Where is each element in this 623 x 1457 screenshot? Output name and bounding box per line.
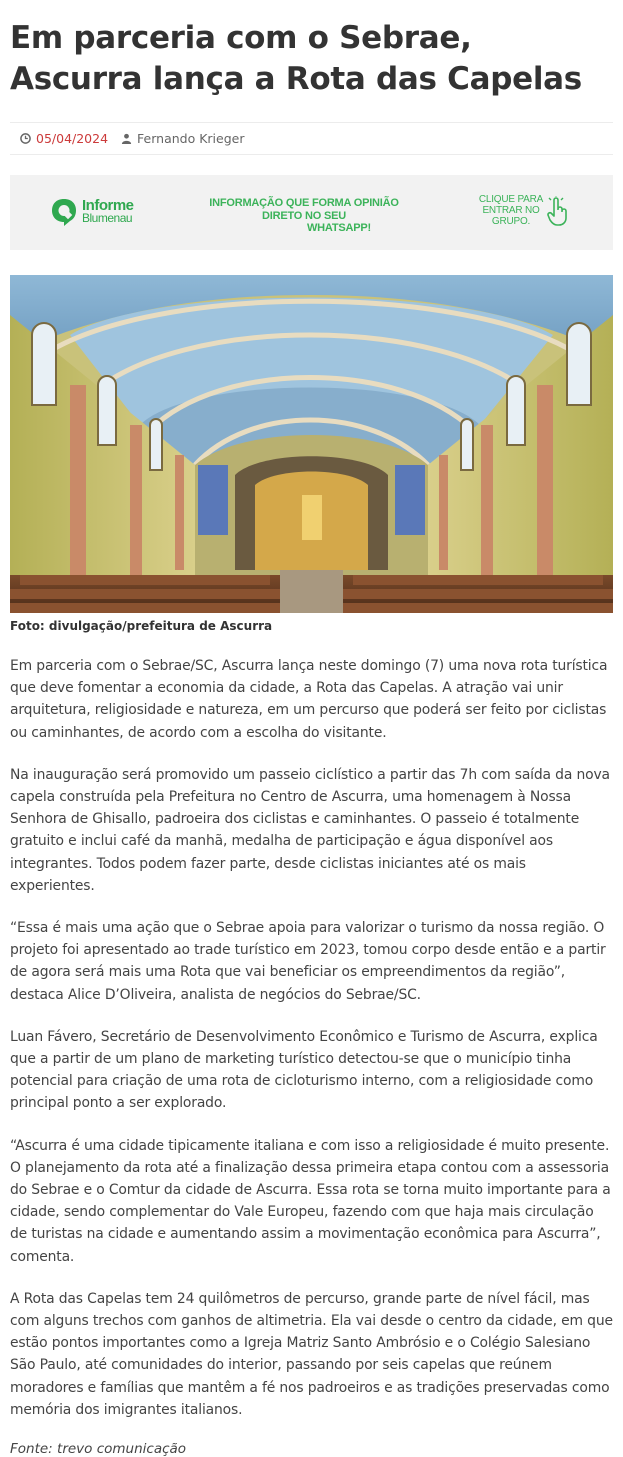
logo-line2: Blumenau: [82, 211, 133, 225]
cta-line2: ENTRAR NO: [482, 205, 540, 216]
paragraph-1: Em parceria com o Sebrae/SC, Ascurra lança neste domingo (7) uma nova rota turística que deve fomentar a economia da cidade, a Rota das Capelas. A atração vai unir arquitetura, religiosidade e natureza, em um percurso que poderá ser feito por ciclistas ou caminhantes, de acordo com a escolha do visitante.: [10, 658, 608, 741]
banner-slogan: [197, 197, 411, 235]
hand-pointer-icon: [546, 196, 568, 226]
chat-bubble-icon: [50, 197, 78, 227]
slogan-line2: DIRETO NO SEU: [262, 210, 346, 222]
clock-icon: [20, 133, 31, 144]
article: [10, 0, 613, 1457]
photo-caption: Foto: divulgação/prefeitura de Ascurra: [10, 619, 273, 633]
paragraph-6: A Rota das Capelas tem 24 quilômetros de percurso, grande parte de nível fácil, mas com alguns trechos com ganhos de altimetria. Ela vai desde o centro da cidade, em que estão pontos importantes como a Igreja Matriz Santo Ambrósio e o Colégio Salesiano São Paulo, até comunidades do interior, passando por seis capelas que reúnem moradores e famílias que mantêm a fé nos padroeiros e as tradições preservadas como memória dos imigrantes italianos.: [10, 1290, 613, 1418]
logo-line1: Informe: [82, 197, 134, 214]
paragraph-2: Na inauguração será promovido um passeio ciclístico a partir das 7h com saída da nova capela construída pela Prefeitura no Centro de Ascurra, uma homenagem à Nossa Senhora de Ghisallo, padroeira dos ciclistas e caminhantes. O passeio é totalmente gratuito e inclui café da manhã, medalha de participação e água disponível aos integrantes. Todos podem fazer parte, desde ciclistas iniciantes até os mais experientes.: [10, 766, 610, 894]
cta-line3: GRUPO.: [491, 216, 531, 227]
banner-logo: [50, 197, 134, 227]
paragraph-5: “Ascurra é uma cidade tipicamente italiana e com isso a religiosidade é muito presente. O planejamento da rota até a finalização dessa primeira etapa contou com a assessoria do Sebrae e o Comtur da cidade de Ascurra. Essa rota se torna muito importante para a cidade, sendo complementar do Vale Europeu, fazendo com que haja mais circulação de turistas na cidade e aumentando assim a movimentação econômica para Ascurra”, comenta.: [10, 1137, 611, 1265]
meta-date[interactable]: [20, 131, 108, 146]
banner-cta[interactable]: [476, 194, 568, 227]
whatsapp-group-banner[interactable]: [10, 175, 613, 250]
church-interior-photo: [10, 275, 613, 613]
article-source: Fonte: trevo comunicação: [10, 1441, 187, 1457]
paragraph-3: “Essa é mais uma ação que o Sebrae apoia para valorizar o turismo da nossa região. O projeto foi apresentado ao trade turístico em 2023, tomou corpo desde então e a partir de agora será mais uma Rota que vai beneficiar os empreendimentos da região”, destaca Alice D’Oliveira, analista de negócios do Sebrae/SC.: [10, 920, 606, 1003]
article-meta: [10, 122, 613, 155]
slogan-line3: WHATSAPP!: [307, 222, 371, 234]
church-photo-illustration: [10, 275, 613, 613]
publish-date[interactable]: 05/04/2024: [36, 131, 109, 146]
article-body: [10, 655, 613, 1457]
cta-line1: CLIQUE PARA: [478, 194, 544, 205]
meta-author[interactable]: [121, 131, 244, 146]
paragraph-4: Luan Fávero, Secretário de Desenvolvimento Econômico e Turismo de Ascurra, explica que a partir de um plano de marketing turístico detectou-se que o município tinha potencial para criação de uma rota de cicloturismo interno, com a religiosidade como principal ponto a ser explorado.: [10, 1028, 598, 1112]
slogan-line1: INFORMAÇÃO QUE FORMA OPINIÃO: [209, 197, 399, 209]
author-name[interactable]: Fernando Krieger: [137, 131, 245, 146]
user-icon: [121, 133, 132, 144]
article-title: Em parceria com o Sebrae, Ascurra lança a Rota das Capelas: [10, 20, 582, 97]
